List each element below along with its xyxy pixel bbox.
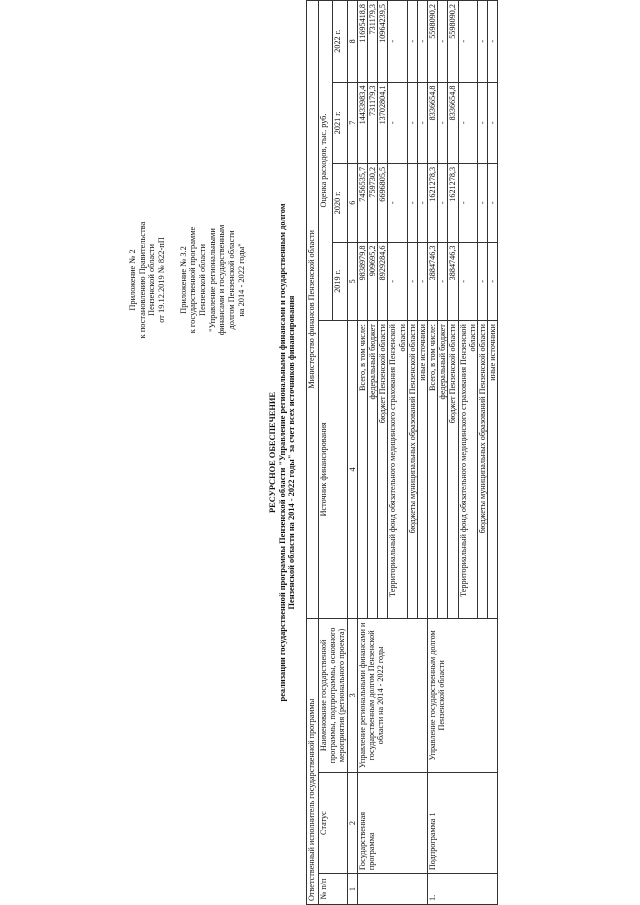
column-index-cell: 1 [347,874,357,905]
appendix-line: Пензенской области [147,244,157,316]
row-value: 9838979,8 [357,242,367,321]
header-estimate: Оценка расходов, тыс. руб. [319,1,333,321]
row-source: бюджет Пензенской области [448,321,458,619]
row-value: 10964239,5 [378,1,388,83]
row-status: Подпрограмма 1 [428,773,498,874]
row-value: - [478,163,488,242]
row-program-name: Управление региональными финансами и государственным долгом Пензенской области на 2014 - 2022 годы [357,618,427,772]
header-year-2021: 2021 г. [333,82,347,163]
row-value: 8336654,8 [448,82,458,163]
row-value: 759730,2 [367,163,377,242]
row-value: 731179,3 [367,82,377,163]
row-value: - [488,163,498,242]
appendix-line: к государственной программе [188,226,198,334]
row-value: 1621278,3 [428,163,438,242]
row-source: Территориальный фонд обязательного медицинского страхования Пензенской области [458,321,477,619]
row-value: - [438,163,448,242]
row-value: - [438,1,448,83]
title-line-3: Пензенской области на 2014 - 2022 годы" за счет всех источников финансирования [287,295,297,610]
header-name: Наименование государственной программы, подпрограммы, основного мероприятия (регионального проекта) [319,618,348,772]
row-value: 7456535,7 [357,163,367,242]
title-line-1: РЕСУРСНОЕ ОБЕСПЕЧЕНИЕ [268,392,277,513]
appendix-line: "Управление региональными [207,228,217,332]
column-index-cell: 7 [347,82,357,163]
row-value: 3884746,3 [448,242,458,321]
row-value: 731179,3 [367,1,377,83]
row-value: - [417,163,427,242]
row-value: - [417,82,427,163]
appendix-line: Приложение № 3.2 [178,246,188,314]
row-value: 1621278,3 [448,163,458,242]
row-value: 6696805,5 [378,163,388,242]
row-source: бюджеты муниципальных образований Пензенской области [407,321,417,619]
row-value: - [438,242,448,321]
row-value: - [438,82,448,163]
column-index-cell: 3 [347,618,357,772]
row-source: Всего, в том числе: [357,321,367,619]
row-value: - [458,1,477,83]
row-number [357,874,427,905]
row-status: Государственная программа [357,773,427,874]
row-value: - [458,242,477,321]
column-index-cell: 6 [347,163,357,242]
header-source: Источник финансирования [319,321,348,619]
row-source: Всего, в том числе: [428,321,438,619]
header-year-2019: 2019 г. [333,242,347,321]
header-year-2022: 2022 г. [333,1,347,83]
row-value: 909695,2 [367,242,377,321]
appendix-note [128,175,246,385]
row-value: 8929284,6 [378,242,388,321]
appendix-line: на 2014 - 2022 годы" [236,243,246,317]
row-source: бюджеты муниципальных образований Пензенской области [478,321,488,619]
row-value: - [388,82,407,163]
appendix-line: Пензенской области [197,244,207,316]
header-status: Статус [319,773,348,874]
row-value: - [417,1,427,83]
row-source: федеральный бюджет [367,321,377,619]
row-source: Территориальный фонд обязательного медицинского страхования Пензенской области [388,321,407,619]
appendix-line [167,175,179,385]
row-value: - [388,1,407,83]
responsible-label: Ответственный исполнитель государственной программы [307,618,319,904]
document-title [268,0,297,905]
row-value: 14433983,4 [357,82,367,163]
row-value: - [488,242,498,321]
row-value: - [478,1,488,83]
row-value: - [388,163,407,242]
header-num: № п/п [319,874,348,905]
appendix-line: Приложение № 2 [128,249,137,311]
row-source: федеральный бюджет [438,321,448,619]
row-value: 3884746,3 [428,242,438,321]
column-index-cell: 4 [347,321,357,619]
row-value: - [407,163,417,242]
responsible-value: Министерство финансов Пензенской области [307,1,319,619]
row-value: - [488,82,498,163]
header-year-2020: 2020 г. [333,163,347,242]
table-row [428,1,438,905]
row-source: иные источники [488,321,498,619]
row-value: - [388,242,407,321]
table-row [357,1,367,905]
row-value: - [488,1,498,83]
title-line-2: реализации государственной программы Пензенской области "Управление региональными финансами и государственным долгом [277,203,287,702]
row-value: 8336654,8 [428,82,438,163]
row-value: - [407,82,417,163]
appendix-line: финансами и государственным [217,224,227,336]
row-value: 5598090,2 [428,1,438,83]
row-value: - [407,242,417,321]
row-source: бюджет Пензенской области [378,321,388,619]
row-value: - [407,1,417,83]
row-value: - [478,82,488,163]
column-index-cell: 5 [347,242,357,321]
column-index-cell: 8 [347,1,357,83]
column-index-cell: 2 [347,773,357,874]
row-value: 11695418,8 [357,1,367,83]
appendix-line: долгом Пензенской области [226,230,236,330]
row-source: иные источники [417,321,427,619]
row-program-name: Управление государственным долгом Пензенской области [428,618,498,772]
resource-table [306,0,498,905]
row-value: - [458,163,477,242]
row-number: 1. [428,874,498,905]
row-value: - [478,242,488,321]
row-value: - [417,242,427,321]
row-value: 5598090,2 [448,1,458,83]
row-value: 13702804,1 [378,82,388,163]
row-value: - [458,82,477,163]
appendix-line: к постановлению Правительства [137,221,147,339]
appendix-line: от 19.12.2019 № 822-пП [156,237,166,323]
